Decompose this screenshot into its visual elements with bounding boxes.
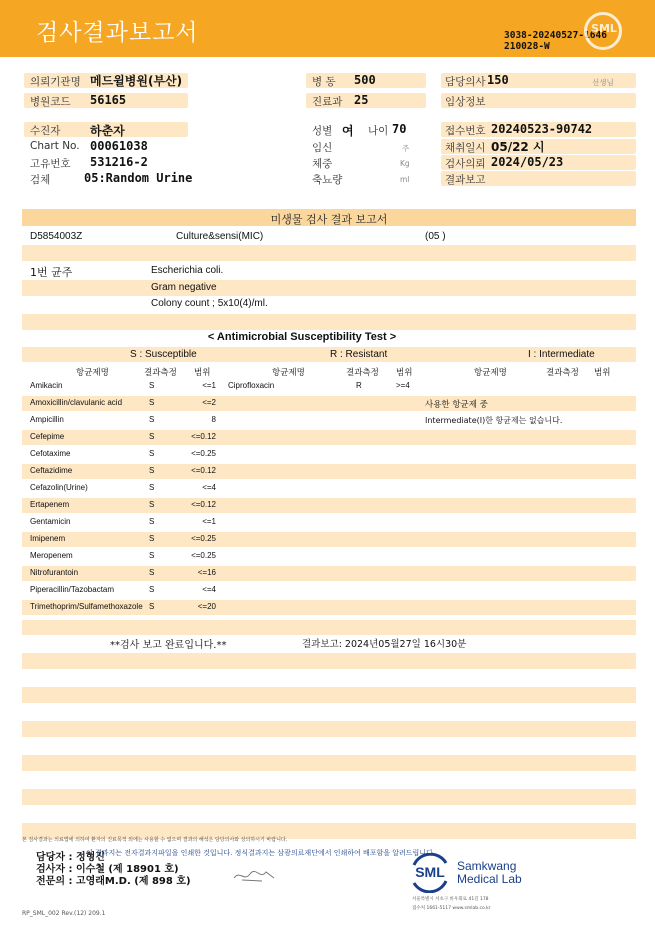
ast-drug: Amikacin	[30, 381, 63, 390]
row-band	[22, 620, 636, 635]
gram-stain: Gram negative	[151, 282, 217, 293]
pregnancy-unit: 주	[402, 144, 410, 153]
dept-value: 25	[354, 93, 369, 107]
specimen-label: 검체	[30, 174, 51, 186]
ast-drug: Meropenem	[30, 551, 73, 560]
sex-label: 성별	[312, 125, 333, 137]
col-result-2: 결과측정	[346, 368, 379, 378]
row-band	[22, 653, 636, 669]
report-time: 결과보고: 2024년05월27일 16시30분	[302, 639, 467, 650]
ast-drug: Amoxicillin/clavulanic acid	[30, 398, 123, 407]
ast-range: <=1	[202, 517, 216, 526]
ast-result: S	[149, 517, 155, 526]
test-number: (05 )	[425, 231, 446, 242]
unique-value: 531216-2	[90, 155, 148, 169]
lab-address-1: 서울특별시 서초구 바우뫼로 41길 178	[412, 897, 489, 902]
micro-section-title: 미생물 검사 결과 보고서	[270, 213, 388, 226]
receipt-value: 20240523-90742	[491, 122, 593, 136]
ast-range: <=0.25	[191, 534, 216, 543]
col-drug-2: 항균제명	[272, 368, 305, 378]
ast-result: S	[149, 602, 155, 611]
ast-result: S	[149, 585, 155, 594]
col-result-1: 결과측정	[144, 368, 177, 378]
ast-range: <=16	[197, 568, 216, 577]
ast-drug: Cefazolin(Urine)	[30, 483, 88, 492]
ast-drug: Ampicillin	[30, 415, 64, 424]
chart-label: Chart No.	[30, 140, 80, 152]
report-label: 결과보고	[445, 174, 486, 186]
ast-range: <=1	[202, 381, 216, 390]
form-code: RP_SML_002 Rev.(12) 209.1	[22, 910, 106, 917]
receipt-label: 접수번호	[445, 125, 486, 137]
doctor-suffix: 선생님	[592, 78, 614, 87]
ast-drug: Trimethoprim/Sulfamethoxazole	[30, 602, 143, 611]
ast-range: <=0.12	[191, 432, 216, 441]
mid-range: >=4	[396, 381, 410, 390]
age-label: 나이	[368, 125, 389, 137]
test-code: D5854003Z	[30, 231, 83, 242]
col-drug-3: 항균제명	[474, 368, 507, 378]
ast-range: 8	[211, 415, 216, 424]
hospital-code-value: 56165	[90, 93, 127, 107]
ast-row-band	[22, 566, 636, 581]
unique-label: 고유번호	[30, 158, 71, 170]
row-band	[22, 245, 636, 261]
ast-result: S	[149, 551, 155, 560]
ast-result: S	[149, 398, 155, 407]
ast-range: <=0.25	[191, 551, 216, 560]
age-value: 70	[392, 122, 407, 136]
footer-notice: 본 검사결과는 의료법에 의하여 환자의 진료목적 외에는 사용할 수 없으며 결과의 해석은 담당의사와 상의하시기 바랍니다.	[22, 837, 288, 843]
ast-range: <=0.12	[191, 500, 216, 509]
institution-value: 메드윌병원(부산)	[90, 74, 183, 88]
lab-name-1: Samkwang	[457, 859, 517, 873]
collect-value: 05/22 시	[491, 140, 545, 154]
legend-resistant: R : Resistant	[330, 349, 388, 360]
row-band	[22, 687, 636, 703]
ast-result: S	[149, 415, 155, 424]
ast-range: <=0.25	[191, 449, 216, 458]
inspector: 검사자 : 이수철 (제 18901 호)	[36, 864, 179, 875]
ast-drug: Ceftazidime	[30, 466, 73, 475]
col-result-3: 결과측정	[546, 368, 579, 378]
ast-drug: Imipenem	[30, 534, 66, 543]
specialist: 전문의 : 고영래M.D. (제 898 호)	[36, 876, 191, 887]
ast-note-2: Intermediate(I)한 항균제는 없습니다.	[425, 416, 563, 425]
specimen-value: 05:Random Urine	[84, 171, 193, 185]
ast-row-band	[22, 430, 636, 445]
institution-label: 의뢰기관명	[30, 76, 81, 88]
report-header	[0, 0, 655, 57]
report-code-line1: 3038-20240527-1646	[504, 30, 607, 41]
ast-drug: Piperacillin/Tazobactam	[30, 585, 115, 594]
patient-value: 하춘자	[90, 124, 125, 138]
report-title: 검사결과보고서	[36, 20, 199, 46]
ast-range: <=4	[202, 585, 216, 594]
test-name: Culture&sensi(MIC)	[176, 231, 264, 242]
row-band	[22, 280, 636, 296]
footer-notice-2: 이 결과지는 전자결과지파일을 인쇄한 것입니다. 정식결과지는 삼광의료재단에서 인쇄하여 배포함을 알려드립니다.	[86, 849, 436, 857]
ast-drug: Cefepime	[30, 432, 65, 441]
ast-range: <=2	[202, 398, 216, 407]
ast-note-1: 사용한 항균제 중	[425, 400, 488, 410]
ward-value: 500	[354, 73, 376, 87]
ast-result: S	[149, 466, 155, 475]
ast-drug: Cefotaxime	[30, 449, 71, 458]
sml-watermark-text: SML	[591, 22, 617, 35]
col-range-2: 범위	[396, 368, 413, 378]
ast-result: S	[149, 483, 155, 492]
mid-drug: Ciprofloxacin	[228, 381, 275, 390]
chart-value: 00061038	[90, 139, 148, 153]
colony-label: 1번 균주	[30, 266, 73, 279]
clinical-label: 임상정보	[445, 96, 486, 108]
col-range-3: 범위	[594, 368, 611, 378]
colony-count: Colony count ; 5x10(4)/ml.	[151, 298, 268, 309]
ward-label: 병 동	[312, 76, 336, 88]
hospital-code-label: 병원코드	[30, 96, 71, 108]
lab-name	[457, 860, 522, 886]
sml-logo-text: SML	[415, 864, 445, 880]
manager: 담당자 : 정형진	[36, 852, 105, 863]
ast-title: < Antimicrobial Susceptibility Test >	[207, 331, 397, 343]
ast-row-band	[22, 532, 636, 547]
row-band	[22, 721, 636, 737]
ast-result: S	[149, 381, 155, 390]
sex-value: 여	[342, 124, 354, 138]
organism: Escherichia coli.	[151, 265, 224, 276]
collect-label: 채취일시	[445, 142, 486, 154]
completion-text: **검사 보고 완료입니다.**	[110, 640, 227, 651]
weight-unit: Kg	[400, 159, 410, 168]
legend-susceptible: S : Susceptible	[130, 349, 197, 360]
patient-label: 수진자	[30, 125, 61, 137]
lab-name-2: Medical Lab	[457, 872, 522, 886]
ast-drug: Nitrofurantoin	[30, 568, 79, 577]
ast-result: S	[149, 500, 155, 509]
row-band	[22, 789, 636, 805]
doctor-value: 150	[487, 73, 509, 87]
legend-intermediate: I : Intermediate	[528, 349, 595, 360]
ast-drug: Ertapenem	[30, 500, 70, 509]
ast-result: S	[149, 432, 155, 441]
row-band	[22, 755, 636, 771]
lab-address-2: 접수처 1661-5117 www.smlab.co.kr	[412, 906, 491, 911]
ast-range: <=20	[197, 602, 216, 611]
doctor-label: 담당의사	[445, 76, 486, 88]
urine-unit: ml	[400, 175, 410, 184]
col-range-1: 범위	[194, 368, 211, 378]
request-label: 검사의뢰	[445, 158, 486, 170]
ast-drug: Gentamicin	[30, 517, 71, 526]
dept-label: 진료과	[312, 96, 343, 108]
mid-result: R	[356, 381, 362, 390]
ast-result: S	[149, 449, 155, 458]
weight-label: 체중	[312, 158, 333, 170]
ast-row-band	[22, 464, 636, 479]
ast-result: S	[149, 568, 155, 577]
ast-row-band	[22, 498, 636, 513]
report-code-line2: 210028-W	[504, 41, 550, 52]
col-drug-1: 항균제명	[76, 368, 109, 378]
request-value: 2024/05/23	[491, 155, 564, 169]
signature-icon	[232, 866, 282, 884]
ast-range: <=4	[202, 483, 216, 492]
ast-result: S	[149, 534, 155, 543]
ast-range: <=0.12	[191, 466, 216, 475]
urine-label: 축뇨량	[312, 174, 343, 186]
pregnancy-label: 임신	[312, 142, 333, 154]
row-band	[22, 314, 636, 330]
